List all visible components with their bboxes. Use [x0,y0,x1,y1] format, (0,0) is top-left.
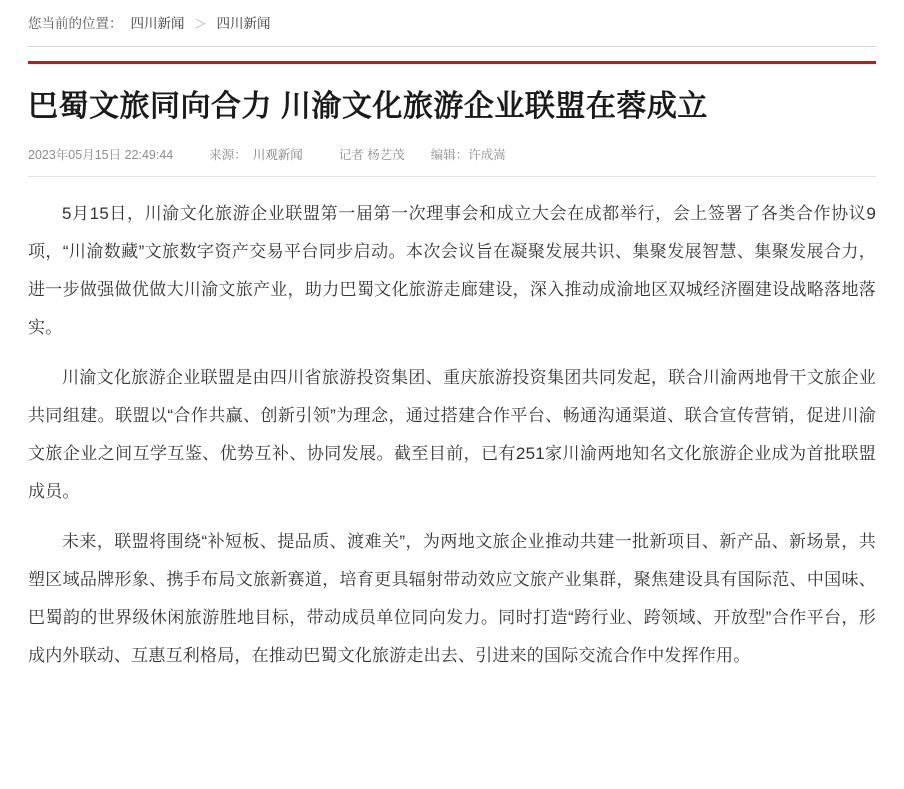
source-label: 来源： [209,148,247,162]
article-body [28,177,876,675]
breadcrumb-item-1[interactable]: 四川新闻 [130,16,185,31]
breadcrumb-item-2[interactable]: 四川新闻 [216,16,271,31]
article-meta [28,146,876,164]
article-paragraph: 川渝文化旅游企业联盟是由四川省旅游投资集团、重庆旅游投资集团共同发起，联合川渝两地骨干文旅企业共同组建。联盟以“合作共赢、创新引领”为理念，通过搭建合作平台、畅通沟通渠道、联合宣传营销，促进川渝文旅企业之间互学互鉴、优势互补、协同发展。截至目前，已有251家川渝两地知名文化旅游企业成为首批联盟成员。 [28,368,876,501]
author: 记者 杨艺茂 [338,148,405,162]
source-name[interactable]: 川观新闻 [252,148,303,162]
accent-bar [28,61,876,64]
page-title: 巴蜀文旅同向合力 川渝文化旅游企业联盟在蓉成立 [28,90,708,123]
breadcrumb [0,0,904,46]
article-paragraph: 未来，联盟将围绕“补短板、提品质、渡难关”，为两地文旅企业推动共建一批新项目、新产品、新场景，共塑区域品牌形象、携手布局文旅新赛道，培育更具辐射带动效应文旅产业集群，聚焦建设具有国际范、中国味、巴蜀韵的世界级休闲旅游胜地目标，带动成员单位同向发力。同时打造“跨行业、跨领域、开放型”合作平台，形成内外联动、互惠互利格局，在推动巴蜀文化旅游走出去、引进来的国际交流合作中发挥作用。 [28,532,876,665]
editor: 编辑：许成嵩 [430,148,506,162]
breadcrumb-separator-icon: ＞ [194,17,207,31]
accent-bar-wrap [0,61,904,64]
publish-datetime: 2023年05月15日 22:49:44 [28,148,174,162]
breadcrumb-label: 您当前的位置： [28,16,123,31]
breadcrumb-divider [28,46,876,47]
article-paragraph: 5月15日，川渝文化旅游企业联盟第一届第一次理事会和成立大会在成都举行，会上签署了各类合作协议9项，“川渝数藏”文旅数字资产交易平台同步启动。本次会议旨在凝聚发展共识、集聚发展智慧、集聚发展合力，进一步做强做优做大川渝文旅产业，助力巴蜀文化旅游走廊建设，深入推动成渝地区双城经济圈建设战略落地落实。 [28,204,876,337]
breadcrumb-divider-row [0,46,904,47]
